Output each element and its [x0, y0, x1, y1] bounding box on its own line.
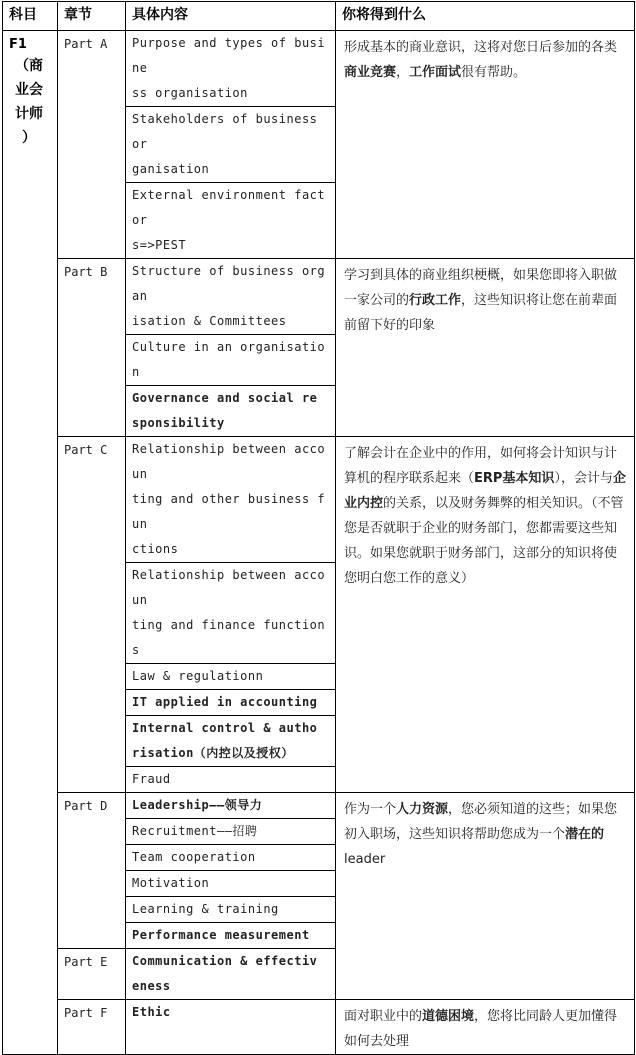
- gain-part-a: [336, 31, 635, 259]
- topic-line: eness: [132, 979, 171, 993]
- topic-line: Law & regulationn: [132, 669, 264, 683]
- part-label: Part C: [64, 443, 108, 457]
- gain-highlight: 商业竞赛: [344, 65, 397, 80]
- topic-item: [126, 335, 335, 386]
- gain-text: [344, 797, 628, 872]
- gain-segment: leader: [344, 852, 386, 867]
- topic-line: Governance and social re: [132, 391, 318, 405]
- gain-highlight: 潜在的: [565, 827, 605, 842]
- table-row: [3, 1000, 635, 1055]
- topics-cell: [126, 793, 336, 949]
- topic-line: Fraud: [132, 772, 171, 786]
- topic-line: Internal control & autho: [132, 721, 318, 735]
- part-label: Part F: [64, 1006, 108, 1020]
- table-row: [3, 437, 635, 793]
- header-row: [3, 2, 635, 31]
- gain-part-d: [336, 793, 635, 1000]
- topic-line: Team cooperation: [132, 850, 256, 864]
- topic-line: ting and other business fun: [132, 492, 326, 531]
- part-cell: [58, 1000, 126, 1055]
- topic-line: ss organisation: [132, 86, 248, 100]
- gain-segment: 的关系，以及财务舞弊的相关知识。（不管您是否就职于企业的财务部门，您都需要这些知识。如果您就职于财务部门，这部分的知识将使您明白您工作的意义）: [344, 496, 624, 586]
- part-label: Part A: [64, 37, 108, 51]
- table-row: [3, 31, 635, 259]
- topic-item: [126, 107, 335, 183]
- topic-item: [126, 819, 335, 845]
- topics-cell: [126, 1000, 336, 1055]
- topics-cell: [126, 259, 336, 437]
- topic-line: Stakeholders of business or: [132, 112, 318, 151]
- subject-cell: [3, 31, 58, 1055]
- gain-part-c: [336, 437, 635, 793]
- gain-segment: ），会计与: [554, 471, 613, 486]
- topic-item: [126, 716, 335, 767]
- topic-item: [126, 690, 335, 716]
- topic-line: Performance measurement: [132, 928, 310, 942]
- topic-line: Learning & training: [132, 902, 279, 916]
- gain-text: [344, 263, 628, 338]
- part-label: Part B: [64, 265, 108, 279]
- gain-highlight: 人力资源: [396, 802, 449, 817]
- topic-item: [126, 664, 335, 690]
- gain-segment: ，: [396, 65, 410, 80]
- topics-cell: [126, 437, 336, 793]
- topic-line: Purpose and types of busine: [132, 36, 326, 75]
- topic-item: [126, 897, 335, 923]
- topic-line: Relationship between accoun: [132, 568, 326, 607]
- topic-item: [126, 949, 335, 999]
- topic-line: IT applied in accounting: [132, 695, 318, 709]
- topic-line: Culture in an organisation: [132, 340, 326, 379]
- subject-name-line: （商: [15, 58, 43, 74]
- topic-line: External environment factor: [132, 188, 326, 227]
- topic-item: [126, 437, 335, 563]
- part-cell: [58, 31, 126, 259]
- gain-highlight: 行政工作: [409, 293, 462, 308]
- gain-highlight: ERP基本知识: [474, 471, 555, 486]
- topic-line: Relationship between accoun: [132, 442, 326, 481]
- topic-line: Communication & effectiv: [132, 954, 318, 968]
- header-content: 具体内容: [126, 2, 336, 31]
- part-label: Part E: [64, 955, 108, 969]
- subject-name-line: 业会: [15, 82, 43, 98]
- subject-name: [9, 54, 49, 150]
- topic-item: [126, 793, 335, 819]
- gain-segment: 面对职业中的: [344, 1009, 423, 1024]
- topics-cell: [126, 949, 336, 1000]
- topic-line: risation（内控以及授权）: [132, 746, 294, 760]
- topic-line: s=>PEST: [132, 238, 187, 252]
- part-cell: [58, 437, 126, 793]
- part-cell: [58, 949, 126, 1000]
- table-row: [3, 793, 635, 949]
- topic-item: [126, 871, 335, 897]
- topic-line: Recruitment——招聘: [132, 824, 258, 838]
- gain-text: [344, 1004, 628, 1054]
- topic-item: [126, 183, 335, 258]
- gain-highlight: 企业内控: [344, 471, 626, 511]
- gain-part-b: [336, 259, 635, 437]
- part-label: Part D: [64, 799, 108, 813]
- gain-part-f: [336, 1000, 635, 1055]
- gain-segment: ，您必须知道的这些；如果您初入职场，这些知识将帮助您成为一个: [344, 802, 618, 842]
- subject-name-line: 计师: [15, 106, 43, 122]
- topic-item: [126, 386, 335, 436]
- gain-segment: ，这些知识将让您在前辈面前留下好的印象: [344, 293, 618, 333]
- gain-segment: 形成基本的商业意识，这将对您日后参加的各类: [344, 40, 618, 55]
- topic-line: Motivation: [132, 876, 210, 890]
- gain-segment: 了解会计在企业中的作用，如何将会计知识与计算机的程序联系起来（: [344, 446, 618, 486]
- header-gain: 你将得到什么: [336, 2, 635, 31]
- topic-line: sponsibility: [132, 416, 225, 430]
- topic-item: [126, 259, 335, 335]
- subject-name-line: ）: [22, 130, 36, 146]
- gain-text: [344, 441, 628, 591]
- table-row: [3, 259, 635, 437]
- topic-line: Ethic: [132, 1005, 171, 1019]
- topic-item: [126, 923, 335, 948]
- gain-highlight: 道德困境: [422, 1009, 475, 1024]
- topic-item: [126, 1000, 335, 1025]
- gain-highlight: 工作面试: [409, 65, 462, 80]
- gain-text: [344, 35, 628, 85]
- part-cell: [58, 259, 126, 437]
- header-chapter: 章节: [58, 2, 126, 31]
- gain-segment: 很有帮助。: [461, 65, 527, 80]
- part-cell: [58, 793, 126, 949]
- gain-segment: ，您将比同龄人更加懂得如何去处理: [344, 1009, 618, 1049]
- subject-code: F1: [9, 37, 27, 52]
- header-subject: 科目: [3, 2, 58, 31]
- syllabus-body: [3, 31, 635, 1055]
- topic-line: Structure of business organ: [132, 264, 326, 303]
- topic-line: Leadership——领导力: [132, 798, 263, 812]
- topic-line: ctions: [132, 542, 179, 556]
- topic-line: ganisation: [132, 162, 210, 176]
- topic-item: [126, 845, 335, 871]
- topic-line: isation & Committees: [132, 314, 287, 328]
- topic-line: ting and finance functions: [132, 618, 326, 657]
- topic-item: [126, 31, 335, 107]
- topic-item: [126, 563, 335, 664]
- topics-cell: [126, 31, 336, 259]
- topic-item: [126, 767, 335, 792]
- gain-segment: 作为一个: [344, 802, 397, 817]
- gain-segment: 学习到具体的商业组织梗概，如果您即将入职做一家公司的: [344, 268, 618, 308]
- syllabus-table: [2, 1, 635, 1055]
